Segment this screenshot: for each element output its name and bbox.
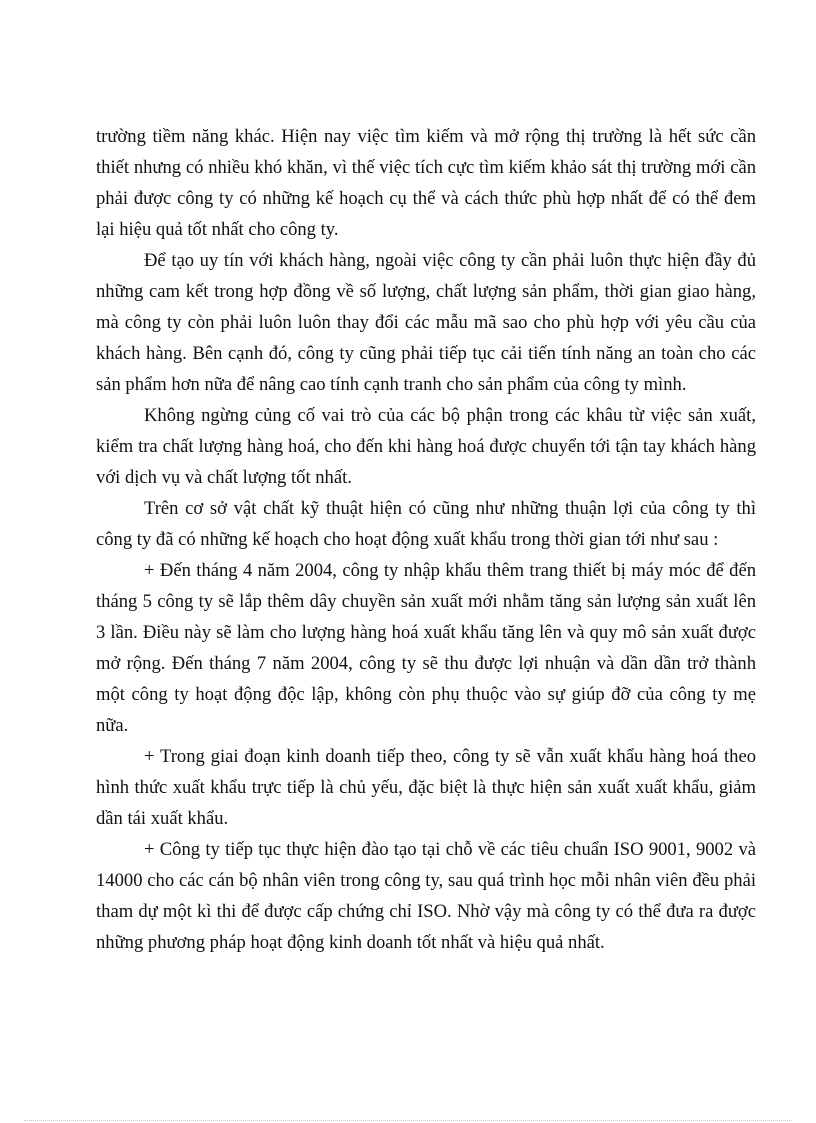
document-body [96, 121, 756, 958]
paragraph-market-search: trường tiềm năng khác. Hiện nay việc tìm kiếm và mở rộng thị trường là hết sức cần thiết nhưng có nhiều khó khăn, vì thế việc tích cực tìm kiếm khảo sát thị trường mới cần phải được công ty có những kế hoạch cụ thể và cách thức phù hợp nhất để có thể đem lại hiệu quả tốt nhất cho công ty. [96, 126, 756, 240]
paragraph-export-plan-intro: Trên cơ sở vật chất kỹ thuật hiện có cũng như những thuận lợi của công ty thì công ty đã có những kế hoạch cho hoạt động xuất khẩu trong thời gian tới như sau : [96, 498, 756, 550]
paragraph-department-roles: Không ngừng củng cố vai trò của các bộ phận trong các khâu từ việc sản xuất, kiểm tra chất lượng hàng hoá, cho đến khi hàng hoá được chuyển tới tận tay khách hàng với dịch vụ và chất lượng tốt nhất. [96, 405, 756, 488]
paragraph-plan-direct-export: + Trong giai đoạn kinh doanh tiếp theo, công ty sẽ vẫn xuất khẩu hàng hoá theo hình thức xuất khẩu trực tiếp là chủ yếu, đặc biệt là thực hiện sản xuất xuất khẩu, giảm dần tái xuất khẩu. [96, 746, 756, 829]
paragraph-plan-iso-training: + Công ty tiếp tục thực hiện đào tạo tại chỗ về các tiêu chuẩn ISO 9001, 9002 và 14000 cho các cán bộ nhân viên trong công ty, sau quá trình học mỗi nhân viên đều phải tham dự một kì thi để được cấp chứng chỉ ISO. Nhờ vậy mà công ty có thể đưa ra được những phương pháp hoạt động kinh doanh tốt nhất và hiệu quả nhất. [96, 839, 756, 953]
paragraph-plan-equipment: + Đến tháng 4 năm 2004, công ty nhập khẩu thêm trang thiết bị máy móc để đến tháng 5 công ty sẽ lắp thêm dây chuyền sản xuất mới nhằm tăng sản lượng sản xuất lên 3 lần. Điều này sẽ làm cho lượng hàng hoá xuất khẩu tăng lên và quy mô sản xuất được mở rộng. Đến tháng 7 năm 2004, công ty sẽ thu được lợi nhuận và dần dần trở thành một công ty hoạt động độc lập, không còn phụ thuộc vào sự giúp đỡ của công ty mẹ nữa. [96, 560, 756, 736]
paragraph-customer-trust: Để tạo uy tín với khách hàng, ngoài việc công ty cần phải luôn thực hiện đầy đủ những cam kết trong hợp đồng về số lượng, chất lượng sản phẩm, thời gian giao hàng, mà công ty còn phải luôn luôn thay đổi các mẫu mã sao cho phù hợp với yêu cầu của khách hàng. Bên cạnh đó, công ty cũng phải tiếp tục cải tiến tính năng an toàn cho các sản phẩm hơn nữa để nâng cao tính cạnh tranh cho sản phẩm của công ty mình. [96, 250, 756, 395]
page-bottom-divider [24, 1120, 792, 1121]
